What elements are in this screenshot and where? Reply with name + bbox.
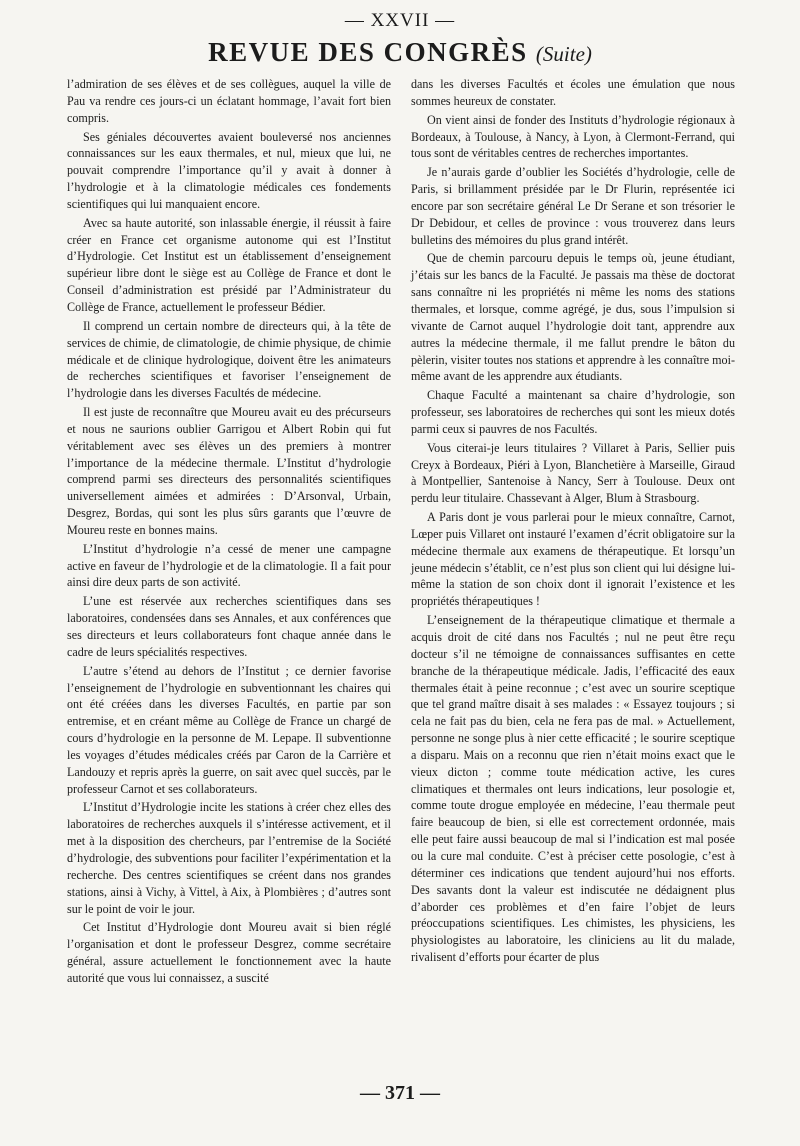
running-title-suffix: (Suite) xyxy=(535,42,592,66)
running-title xyxy=(0,36,800,70)
left-column xyxy=(67,76,391,1086)
paragraph: L’Institut d’hydrologie n’a cessé de mener une campagne active en faveur de l’hydrologie et de la climatologie. Il a fait pour ainsi dire deux parts de son activité. xyxy=(67,541,391,590)
right-column xyxy=(411,76,735,1086)
paragraph: l’admiration de ses élèves et de ses collègues, auquel la ville de Pau va rendre ces jours-ci un éclatant hommage, l’avait fort bien compris. xyxy=(67,77,391,125)
paragraph: Il est juste de reconnaître que Moureu avait eu des précurseurs et nous ne saurions oublier Garrigou et Albert Robin qui fut véritablement avec ses élèves un des premiers à montrer l’importance de la médecine thermale. L’Institut d’hydrologie comprend parmi ses directeurs des personnalités scientifiques universellement aimées et admirées : D’Arsonval, Urbain, Desgrez, Bordas, qui sont les plus sûrs garants que l’œuvre de Moureu reste en bonnes mains. xyxy=(67,405,391,537)
running-title-main: REVUE DES CONGRÈS xyxy=(208,37,528,67)
paragraph: dans les diverses Facultés et écoles une émulation que nous sommes heureux de constater. xyxy=(411,77,735,108)
paragraph: L’autre s’étend au dehors de l’Institut ; ce dernier favorise l’enseignement de l’hydrologie en subventionnant les chaires qui ont été créées dans les diverses Facultés, en partie par son entremise, et en créant même au Collège de France un chargé de cours d’hydrologie en la personne de M. Lepape. Il subventionne les voyages d’études médicales créés par Caron de la Carrière et Landouzy et repris après la guerre, on sait avec quel succès, par le professeur Carnot et ses collaborateurs. xyxy=(67,663,391,796)
paragraph: Il comprend un certain nombre de directeurs qui, à la tête de services de chimie, de climatologie, de chimie physique, de chimie médicale et de clinique hydrologique, doivent être les animateurs de recherches scientifiques et favoriser l’enseignement de l’hydrologie dans les diverses Facultés de médecine. xyxy=(67,318,391,401)
paragraph: Avec sa haute autorité, son inlassable énergie, il réussit à faire créer en France cet organisme autonome qui est l’Institut d’Hydrologie. Cet Institut est un établissement d’enseignement supérieur libre dont le siège est au Collège de France et dont le Conseil d’administration est présidé par l’Administrateur du Collège de France, actuellement le professeur Bédier. xyxy=(67,215,391,314)
paragraph: A Paris dont je vous parlerai pour le mieux connaître, Carnot, Lœper puis Villaret ont instauré l’examen d’écrit obligatoire sur la médecine thermale aux examens de thérapeutique. Et lorsqu’un jeune médecin s’établit, ce n’est plus son client qui lui désigne lui-même la station de son choix dont il ignorait l’existence et les propriétés thérapeutiques ! xyxy=(411,510,735,609)
paragraph: Chaque Faculté a maintenant sa chaire d’hydrologie, son professeur, ses laboratoires de recherches qui sont les mieux dotés parmi ceux si pauvres de nos Facultés. xyxy=(411,388,735,436)
paragraph: Cet Institut d’Hydrologie dont Moureu avait si bien réglé l’organisation et dont le professeur Desgrez, comme secrétaire général, assure actuellement le fonctionnement avec la haute autorité que vous lui connaissez, a suscité xyxy=(67,920,391,985)
page-number: — 371 — xyxy=(360,1082,440,1104)
paragraph: On vient ainsi de fonder des Instituts d’hydrologie régionaux à Bordeaux, à Toulouse, à Nancy, à Lyon, à Clermont-Ferrand, qui tous sont de véritables centres de recherches importantes. xyxy=(411,112,735,161)
paragraph: L’Institut d’Hydrologie incite les stations à créer chez elles des laboratoires de recherches auxquels il s’intéresse activement, et il met à la disposition des chercheurs, par l’entremise de la Société d’hydrologie, des subventions pour faciliter l’expérimentation et la recherche. Des centres scientifiques se créent dans nos grandes stations, ainsi à Vichy, à Vittel, à Aix, à Plombières ; d’autres sont sur le point de voir le jour. xyxy=(67,800,391,916)
paragraph: L’une est réservée aux recherches scientifiques dans ses laboratoires, condensées dans ses Annales, et aux conférences que ses directeurs et leurs collaborateurs font chaque année dans le cadre de leurs spécialités respectives. xyxy=(67,594,391,659)
folio-roman: — XXVII — xyxy=(344,10,456,31)
paragraph: Que de chemin parcouru depuis le temps où, jeune étudiant, j’étais sur les bancs de la Faculté. Je passais ma thèse de doctorat sans connaître ni les propriétés ni même les noms des stations thermales, et lorsque, comme agrégé, je dus, sous l’impulsion si vivante de Carnot auquel l’hydrologie doit tant, apprendre aux autres la médecine thermale, il me fallut prendre le bâton du pèlerin, visiter toutes nos stations et apprendre à les connaître moi-même avant de les apprendre aux étudiants. xyxy=(411,251,735,384)
paragraph: Je n’aurais garde d’oublier les Sociétés d’hydrologie, celle de Paris, si brillamment présidée par le Dr Flurin, représentée ici encore par son secrétaire général Le Dr Serane et son trésorier le Dr Debidour, et celles de province : vous trouverez dans leurs bulletins des mémoires du plus grand intérêt. xyxy=(411,165,735,247)
paragraph: Vous citerai-je leurs titulaires ? Villaret à Paris, Sellier puis Creyx à Bordeaux, Piéri à Lyon, Blanchetière à Marseille, Giraud à Montpellier, Santenoise à Nancy, Serr à Toulouse. Deux ont perdu leur titulaire. Chassevant à Alger, Blum à Strasbourg. xyxy=(411,440,735,506)
paragraph: L’enseignement de la thérapeutique climatique et thermale a acquis droit de cité dans nos Facultés ; nul ne peut être reçu docteur s’il ne témoigne de connaissances suffisantes en cette branche de la thérapeutique médicale. Jadis, l’efficacité des eaux thermales était à peine reconnue ; c’est avec un sourire sceptique que tel grand maître disait à ses malades : « Essayez toujours ; si cela ne fait pas du bien, cela ne fera pas de mal. » Actuellement, personne ne songe plus à nier cette efficacité ; le sourire sceptique a disparu. Mais on a reconnu que rien n’était moins exact que le vieux dicton ; comme toute médication active, les cures climatiques et thermales ont leurs indications, leur posologie et, comme toute drogue employée en médecine, l’eau thermale peut faire beaucoup de bien, si elle est correctement ordonnée, mais elle peut faire aussi beaucoup de mal si l’indication est mal posée ou la cure mal conduite. C’est à préciser cette posologie, c’est à déterminer ces indications que tendent aujourd’hui nos efforts. Des savants dont la valeur est indiscutée ne dédaignent plus d’aborder ces problèmes et d’en faire l’objet de leurs préoccupations scientifiques. Les chimistes, les physiciens, les physiologistes au laboratoire, les cliniciens au lit du malade, rivalisent d’efforts pour écarter de plus xyxy=(411,613,735,965)
paragraph: Ses géniales découvertes avaient bouleversé nos anciennes connaissances sur les eaux thermales, et nul, mieux que lui, ne pouvait comprendre l’importance qu’il y avait à donner à l’hydrologie et à la climatologie médicales ces fondements scientifiques qui lui manquaient encore. xyxy=(67,129,391,211)
article-body xyxy=(67,76,735,1086)
